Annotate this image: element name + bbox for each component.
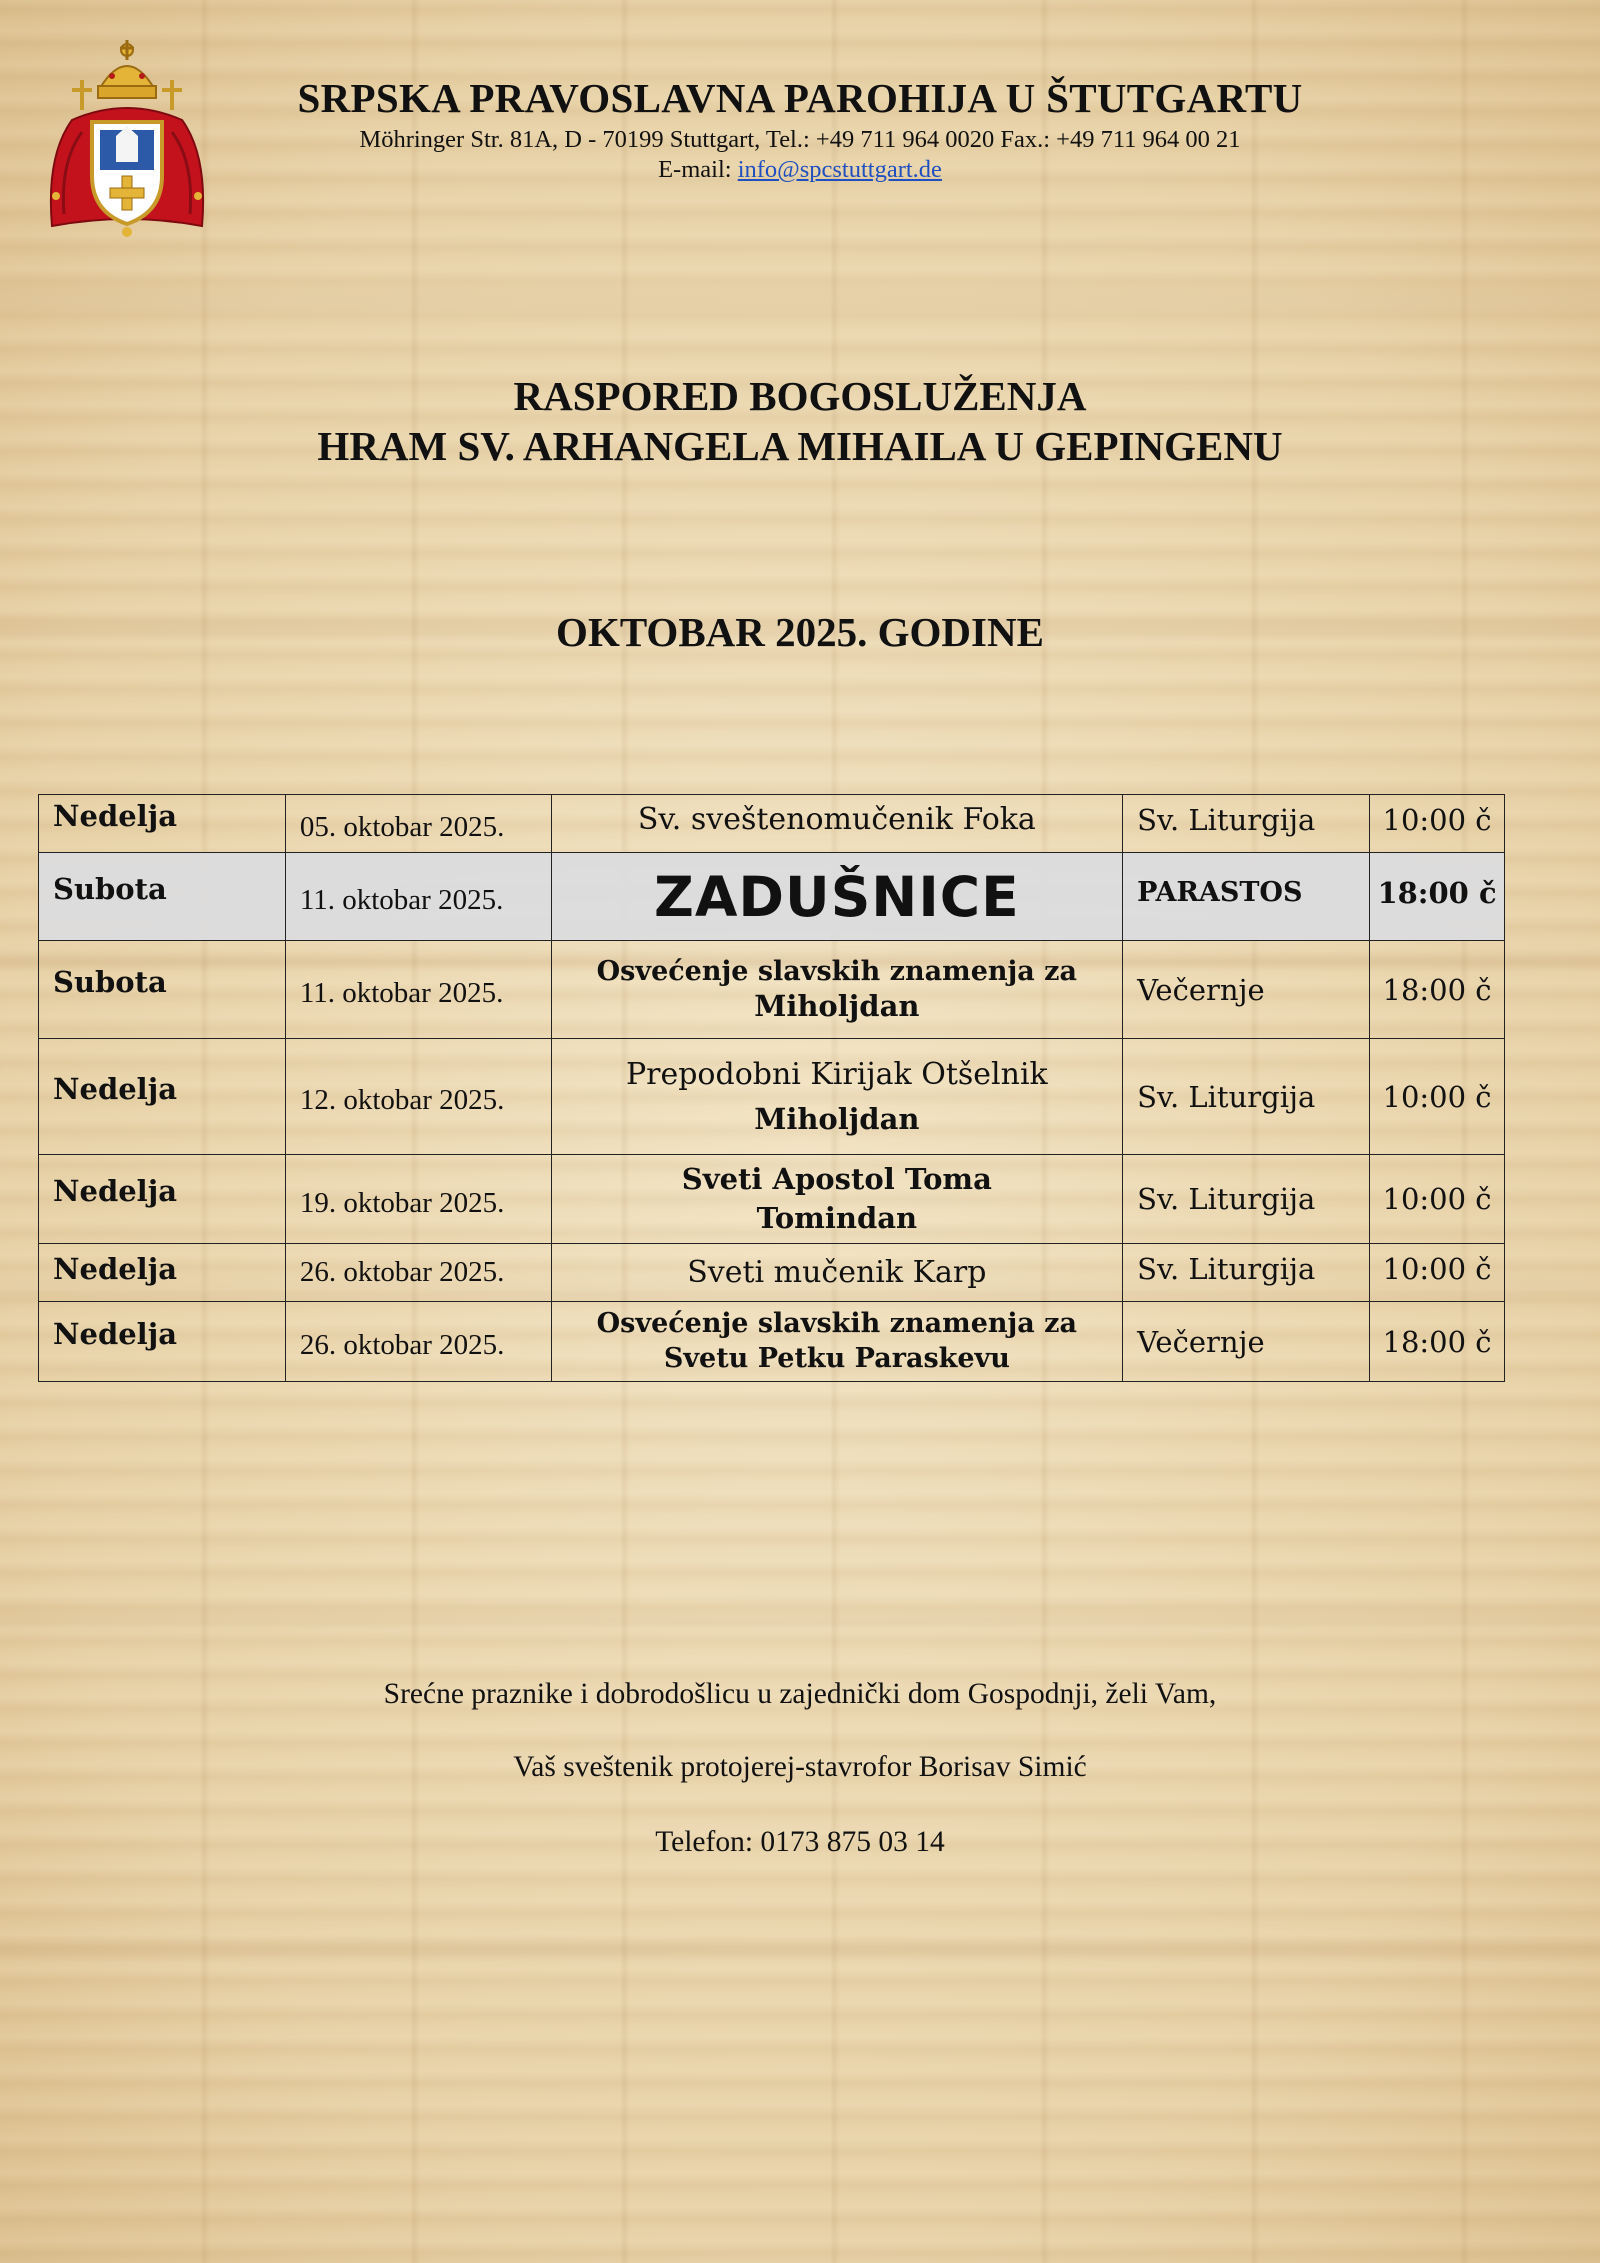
- footer-phone: Telefon: 0173 875 03 14: [655, 1826, 945, 1858]
- description-cell: ZADUŠNICE: [551, 853, 1123, 941]
- church-crest-icon: [42, 36, 212, 240]
- time-cell: 10:00 č: [1370, 795, 1505, 853]
- service-cell: Sv. Liturgija: [1123, 795, 1370, 853]
- table-row: [39, 1039, 1505, 1155]
- day-cell: Nedelja: [39, 1155, 286, 1244]
- table-row: [39, 1302, 1505, 1382]
- month-title: OKTOBAR 2025. GODINE: [556, 609, 1044, 655]
- service-cell: Večernje: [1123, 941, 1370, 1039]
- date-cell: 05. oktobar 2025.: [285, 795, 551, 853]
- date-cell: 11. oktobar 2025.: [285, 853, 551, 941]
- date-cell: 19. oktobar 2025.: [285, 1155, 551, 1244]
- service-cell: Sv. Liturgija: [1123, 1244, 1370, 1302]
- date-cell: 26. oktobar 2025.: [285, 1302, 551, 1382]
- parish-email-line: [220, 156, 1380, 184]
- day-cell: Subota: [39, 941, 286, 1039]
- day-cell: Nedelja: [39, 1039, 286, 1155]
- time-cell: 10:00 č: [1370, 1155, 1505, 1244]
- day-cell: Nedelja: [39, 1302, 286, 1382]
- service-cell: Sv. Liturgija: [1123, 1039, 1370, 1155]
- date-cell: 11. oktobar 2025.: [285, 941, 551, 1039]
- parish-address: Möhringer Str. 81A, D - 70199 Stuttgart, Tel.: +49 711 964 0020 Fax.: +49 711 964 00 21: [359, 126, 1241, 153]
- table-row: [39, 853, 1505, 941]
- day-cell: Subota: [39, 853, 286, 941]
- email-label: E-mail:: [658, 156, 732, 183]
- time-cell: 18:00 č: [1370, 941, 1505, 1039]
- table-row: [39, 1244, 1505, 1302]
- day-cell: Nedelja: [39, 795, 286, 853]
- date-cell: 26. oktobar 2025.: [285, 1244, 551, 1302]
- footer-greeting: Srećne praznike i dobrodošlicu u zajednički dom Gospodnji, želi Vam,: [383, 1678, 1217, 1710]
- date-cell: 12. oktobar 2025.: [285, 1039, 551, 1155]
- time-cell: 10:00 č: [1370, 1244, 1505, 1302]
- description-cell: Osvećenje slavskih znamenja za Miholjdan: [551, 941, 1123, 1039]
- table-row: [39, 941, 1505, 1039]
- description-cell: Sveti Apostol Toma Tomindan: [551, 1155, 1123, 1244]
- time-cell: 10:00 č: [1370, 1039, 1505, 1155]
- footer-signature: Vaš sveštenik protojerej-stavrofor Borisav Simić: [513, 1751, 1087, 1783]
- table-row: [39, 1155, 1505, 1244]
- description-cell: Sveti mučenik Karp: [551, 1244, 1123, 1302]
- service-cell: PARASTOS: [1123, 853, 1370, 941]
- table-row: [39, 795, 1505, 853]
- time-cell: 18:00 č: [1370, 1302, 1505, 1382]
- email-link[interactable]: info@spcstuttgart.de: [737, 156, 942, 183]
- service-cell: Sv. Liturgija: [1123, 1155, 1370, 1244]
- description-cell: Prepodobni Kirijak Otšelnik Miholjdan: [551, 1039, 1123, 1155]
- description-cell: Osvećenje slavskih znamenja za Svetu Petku Paraskevu: [551, 1302, 1123, 1382]
- day-cell: Nedelja: [39, 1244, 286, 1302]
- description-cell: Sv. sveštenomučenik Foka: [551, 795, 1123, 853]
- parish-title: SRPSKA PRAVOSLAVNA PAROHIJA U ŠTUTGARTU: [297, 75, 1303, 121]
- service-cell: Večernje: [1123, 1302, 1370, 1382]
- time-cell: 18:00 č: [1370, 853, 1505, 941]
- schedule-title: RASPORED BOGOSLUŽENJA: [513, 373, 1087, 419]
- church-name: HRAM SV. ARHANGELA MIHAILA U GEPINGENU: [317, 423, 1283, 469]
- schedule-table: [38, 794, 1505, 1382]
